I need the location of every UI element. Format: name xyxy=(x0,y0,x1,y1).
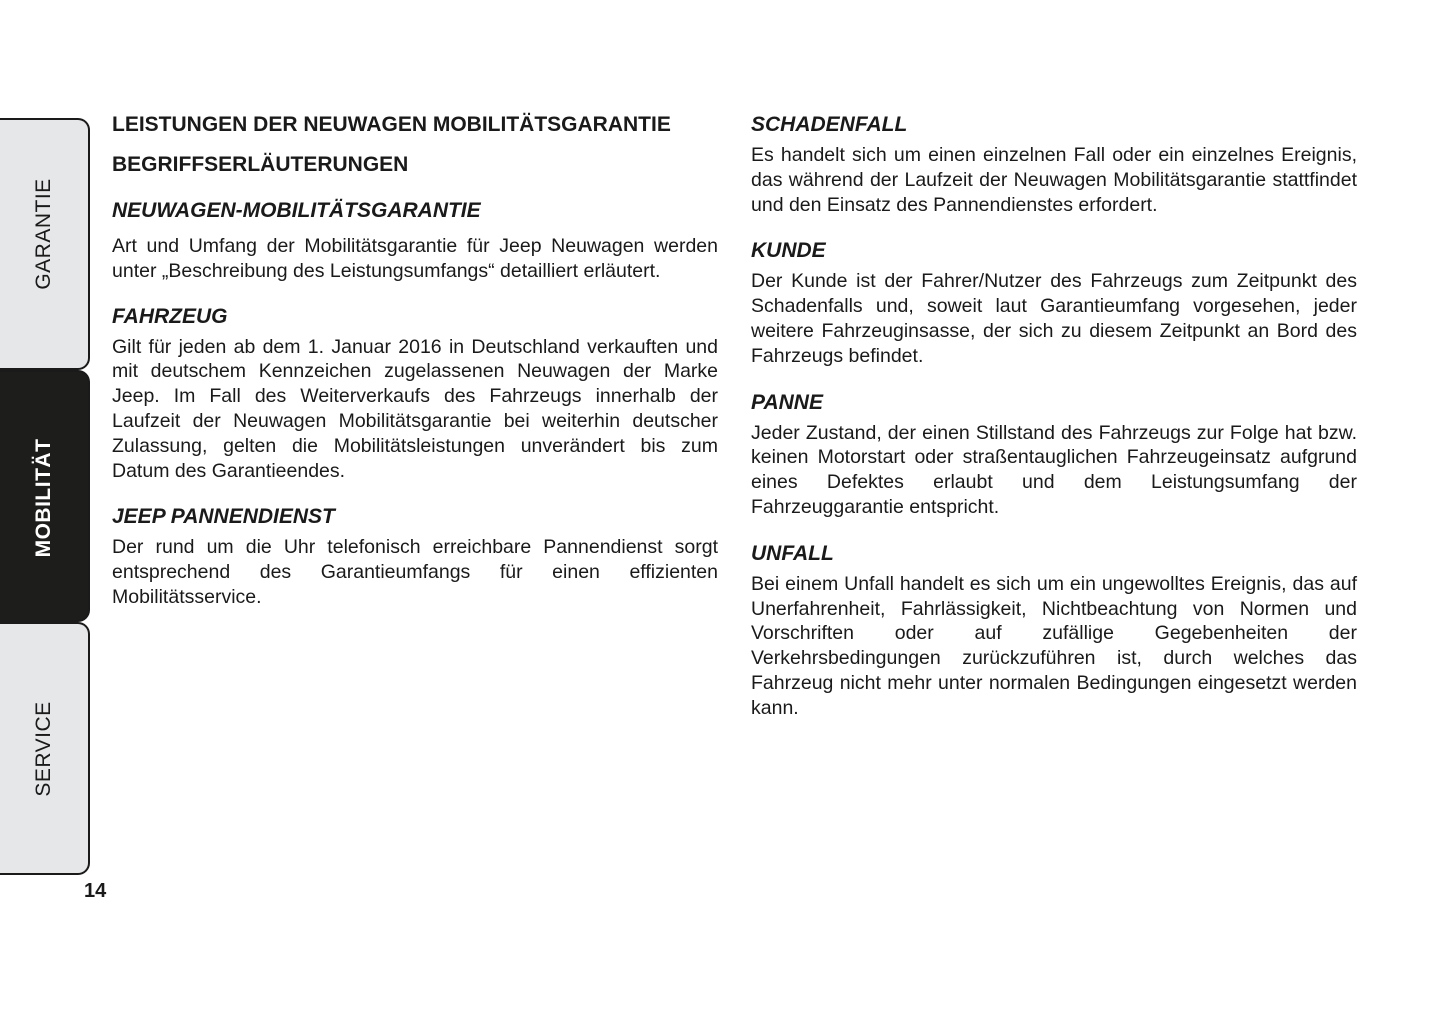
right-column xyxy=(751,112,1357,721)
tab-service[interactable] xyxy=(0,622,90,875)
section-text-kunde: Der Kunde ist der Fahrer/Nutzer des Fahrzeugs zum Zeitpunkt des Schadenfalls und, soweit laut Garantieumfang vorgesehen, jeder weitere Fahrzeuginsasse, der sich zu diesem Zeitpunkt an Bord des Fahrzeugs befindet. xyxy=(751,270,1357,367)
section-title-kunde: KUNDE xyxy=(751,239,826,263)
section-text-unfall: Bei einem Unfall handelt es sich um ein ungewolltes Ereignis, das auf Unerfahrenheit, Fahrlässigkeit, Nichtbeachtung von Normen und Vorschriften oder auf zufällige Gegebenheiten der Verkehrsbedingungen zurückzuführen ist, durch welches das Fahrzeug nicht mehr unter normalen Bedingungen eingesetzt werden kann. xyxy=(751,572,1357,719)
main-heading: LEISTUNGEN DER NEUWAGEN MOBILITÄTSGARANTIE xyxy=(112,113,671,136)
left-column xyxy=(112,112,718,610)
tab-mobilitaet-label: MOBILITÄT xyxy=(32,439,55,558)
section-title-unfall: UNFALL xyxy=(751,541,834,565)
section-title-fahrzeug: FAHRZEUG xyxy=(112,304,228,328)
section-text-jeep-pannendienst: Der rund um die Uhr telefonisch erreichbare Pannendienst sorgt entsprechend des Garantieumfangs für einen effizienten Mobilitätsservice. xyxy=(112,536,718,608)
section-title-jeep-pannendienst: JEEP PANNENDIENST xyxy=(112,505,335,529)
tab-mobilitaet[interactable] xyxy=(0,370,90,622)
section-title-schadenfall: SCHADENFALL xyxy=(751,113,908,136)
section-title-panne: PANNE xyxy=(751,390,823,414)
section-text-schadenfall: Es handelt sich um einen einzelnen Fall oder ein einzelnes Ereignis, das während der Laufzeit der Neuwagen Mobilitätsgarantie stattfindet und den Einsatz des Pannendienstes erfordert. xyxy=(751,144,1357,216)
tab-garantie[interactable] xyxy=(0,118,90,370)
section-title-neuwagen-mobilitaetsgarantie: NEUWAGEN-MOBILITÄTSGARANTIE xyxy=(112,199,481,222)
section-text-fahrzeug: Gilt für jeden ab dem 1. Januar 2016 in Deutschland verkauften und mit deutschem Kennzeichen zugelassenen Neuwagen der Marke Jeep. Im Fall des Weiterverkaufs des Fahrzeugs innerhalb der Laufzeit der Neuwagen Mobilitätsgarantie bei weiterhin deutscher Zulassung, gelten die Mobilitätsleistungen unverändert bis zum Datum des Garantieendes. xyxy=(112,335,718,482)
tab-garantie-label: GARANTIE xyxy=(32,178,55,290)
page-number: 14 xyxy=(84,880,107,902)
section-text-neuwagen-mobilitaetsgarantie: Art und Umfang der Mobilitätsgarantie für Jeep Neuwagen werden unter „Beschreibung des Leistungsumfangs“ detailliert erläutert. xyxy=(112,235,718,282)
section-tabs xyxy=(0,118,94,875)
section-text-panne: Jeder Zustand, der einen Stillstand des Fahrzeugs zur Folge hat bzw. keinen Motorstart oder straßentauglichen Fahrzeugeinsatz aufgrund eines Defektes erlaubt und dem Leistungsumfang der Fahrzeuggarantie entspricht. xyxy=(751,421,1357,518)
tab-service-label: SERVICE xyxy=(32,700,55,797)
definitions-heading: BEGRIFFSERLÄUTERUNGEN xyxy=(112,153,409,176)
